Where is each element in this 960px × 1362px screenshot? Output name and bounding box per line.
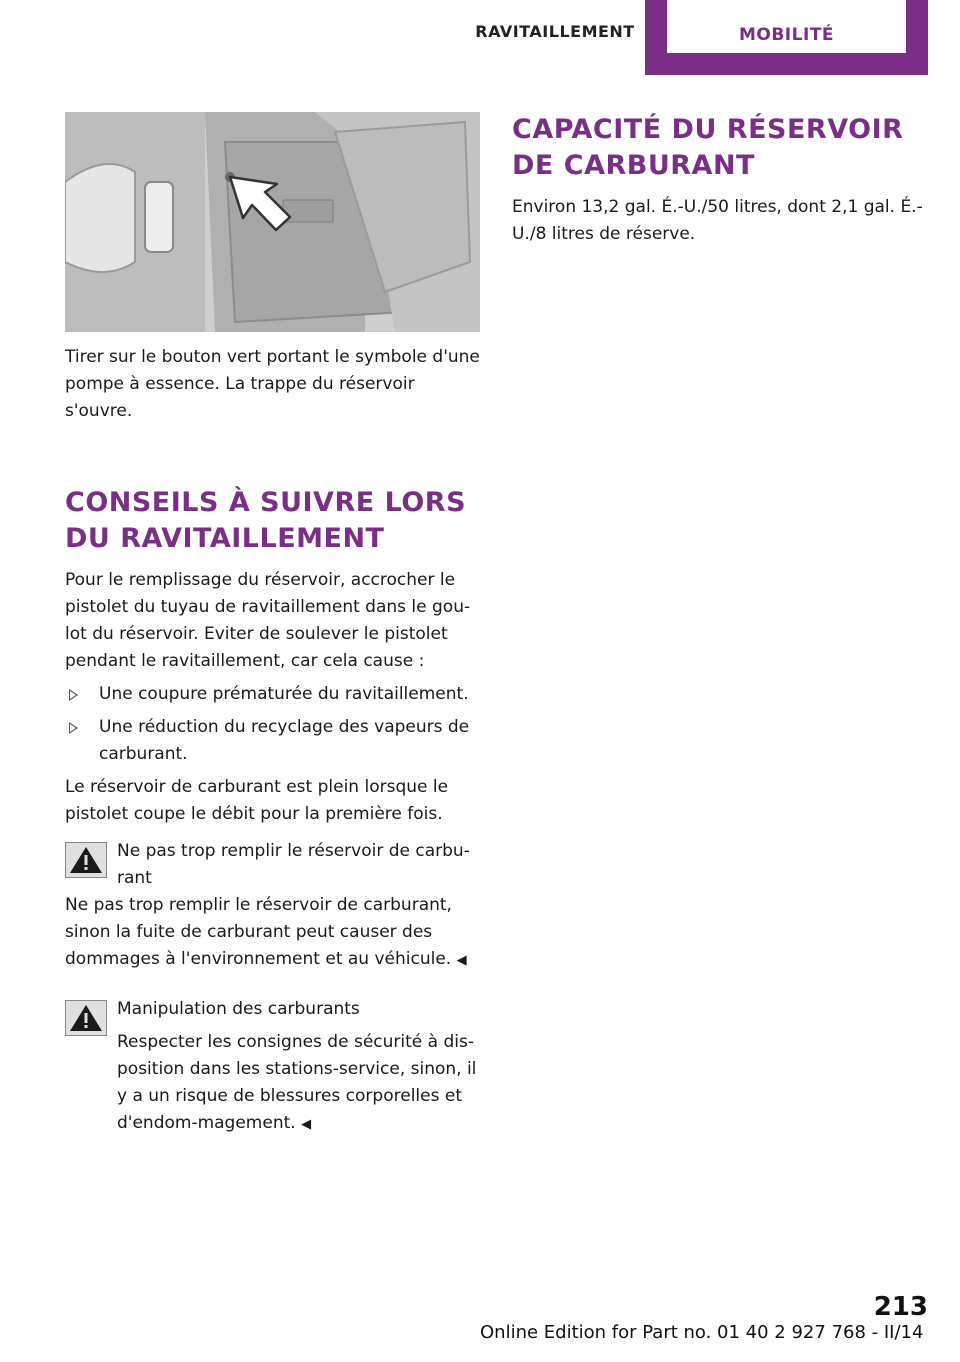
left-column: [65, 112, 480, 1138]
warning-body: Ne pas trop remplir le réservoir de carburant, sinon la fuite de carburant peut causer des dommages à l'environnement et au véhicule. ◀: [65, 895, 467, 969]
warning-triangle-icon: [65, 842, 107, 878]
warning-triangle-icon: [65, 1000, 107, 1036]
section-heading-capacite: CAPACITÉ DU RÉSERVOIR DE CARBURANT: [512, 114, 904, 181]
list-item-text: Une réduction du recyclage des vapeurs de carburant.: [99, 717, 470, 764]
capacity-text: Environ 13,2 gal. É.-U./50 litres, dont 2,1 gal. É.-U./8 litres de réserve.: [512, 197, 923, 244]
page-number: 213: [873, 1292, 928, 1322]
chapter-tab: [645, 0, 928, 75]
figure-caption: Tirer sur le bouton vert portant le symbole d'une pompe à essence. La trappe du réservoir s'ouvre.: [65, 347, 480, 421]
trunk-photo: [65, 112, 480, 332]
warning-block-fuel-handling: [65, 996, 480, 1138]
conseils-intro: Pour le remplissage du réservoir, accrocher le pistolet du tuyau de ravitaillement dans le gou-lot du réservoir. Eviter de soulever le pistolet pendant le ravitaillement, car cela cause :: [65, 570, 471, 671]
chapter-tab-label: MOBILITÉ: [667, 0, 906, 53]
section-heading-conseils: CONSEILS À SUIVRE LORS DU RAVITAILLEMENT: [65, 487, 467, 554]
conseils-full-text: Le réservoir de carburant est plein lorsque le pistolet coupe le débit pour la première fois.: [65, 777, 449, 824]
list-item: [65, 681, 480, 708]
right-column: [512, 112, 927, 248]
end-mark-icon: ◀: [456, 953, 467, 968]
list-item: [65, 714, 480, 768]
triangle-bullet-icon: [69, 722, 78, 734]
running-header-section: RAVITAILLEMENT: [475, 22, 635, 41]
warning-body: Respecter les consignes de sécurité à dis-position dans les stations-service, sinon, il y a un risque de blessures corporelles et d'endom-magement. ◀: [117, 1032, 477, 1133]
triangle-bullet-icon: [69, 689, 78, 701]
footer-edition: Online Edition for Part no. 01 40 2 927 768 - II/14: [480, 1322, 924, 1343]
end-mark-icon: ◀: [301, 1117, 312, 1132]
list-item-text: Une coupure prématurée du ravitaillement.: [99, 684, 469, 704]
warning-title: Manipulation des carburants: [117, 999, 360, 1019]
warning-title: Ne pas trop remplir le réservoir de carbu-rant: [117, 841, 470, 888]
warning-block-overfill: [65, 838, 480, 974]
conseils-bullet-list: [65, 681, 480, 768]
